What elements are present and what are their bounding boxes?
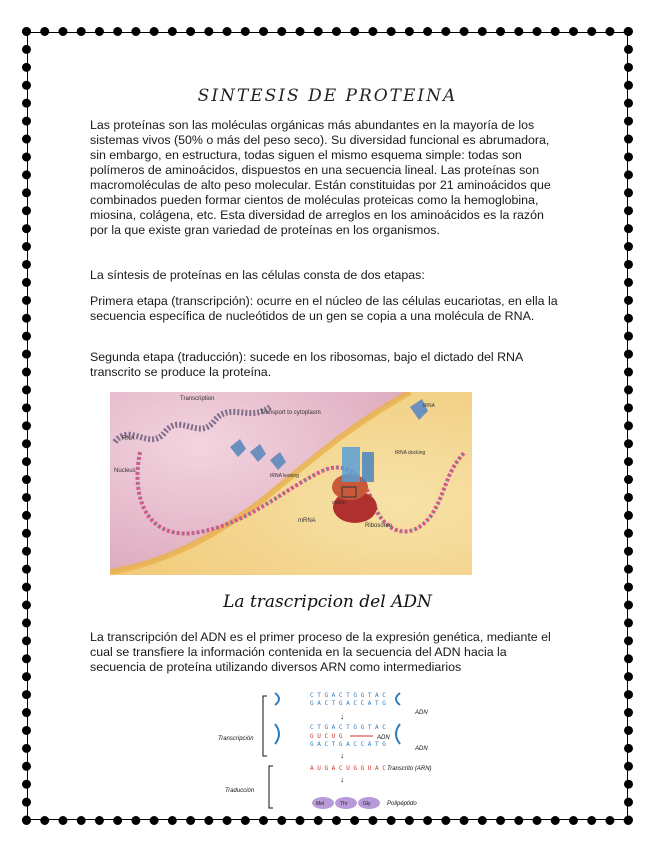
- paragraph-adn: La transcripción del ADN es el primer proceso de la expresión genética, mediante el cual se transfiere la información contenida en la secuencia del ADN hacia la secuencia de proteína utilizando diversos ARN como intermediarios: [90, 630, 551, 674]
- seq-top-2: G A C T G A C C A T G: [310, 700, 386, 707]
- paragraph-stage-two: Segunda etapa (traducción): sucede en los ribosomas, bajo el dictado del RNA transcrito se produce la proteína.: [90, 350, 523, 379]
- amino-acid-3: Gly: [363, 801, 371, 807]
- paragraph-intro: Las proteínas son las moléculas orgánicas más abundantes en la mayoría de los sistemas vivos (50% o más del peso seco). Su diversidad funcional es abrumadora, sin embargo, en estructura, todas siguen el mismo esquema simple: todas son polímeros de aminoácidos, dispuestos en una secuencia lineal. Las proteínas son macromoléculas de alto peso molecular. Están constituidas por 21 aminoácidos que combinados pueden formar cientos de moléculas proteicas como la hemoglobina, miosina, colágena, etc. Esta diversidad de arreglos en los aminoácidos es la razón por la que existe gran variedad de proteínas en los organismos.: [90, 118, 551, 237]
- page-title: SINTESIS DE PROTEINA: [197, 86, 458, 106]
- label-adn-mid: ADN: [377, 735, 390, 741]
- label-ribosome: Ribosome: [365, 523, 393, 529]
- label-transcripcion: Transcripción: [218, 736, 254, 742]
- seq-mid-1: C T G A C T G G T A C: [310, 724, 386, 731]
- label-transport: Transport to cytoplasm: [260, 410, 321, 416]
- seq-top-1: C T G A C T G G T A C: [310, 692, 386, 699]
- seq-rna: A U G A C U G G U A C: [310, 765, 386, 772]
- label-transcrito: Transcrito (ARN): [387, 766, 432, 772]
- label-rna: RNA: [122, 436, 135, 442]
- label-transcription: Transcription: [180, 396, 215, 402]
- arrow-2: ↓: [340, 751, 344, 760]
- section-subtitle: La trascripcion del ADN: [223, 592, 432, 612]
- seq-rna-mid: G U C U G: [310, 733, 343, 740]
- amino-acid-1: Met: [316, 801, 325, 807]
- label-trna-leaving: tRNA leaving: [270, 473, 299, 479]
- amino-acid-2: Thr: [340, 801, 348, 807]
- paragraph-stages: La síntesis de proteínas en las células consta de dos etapas:: [90, 268, 425, 282]
- bracket-transcripcion: [263, 696, 267, 756]
- arrow-3: ↓: [340, 775, 344, 784]
- paragraph-stage-one: Primera etapa (transcripción): ocurre en el núcleo de las células eucariotas, en ella la secuencia específica de nucleótidos de un gen se copia a una molécula de RNA.: [90, 294, 558, 323]
- label-codon: codon: [332, 500, 346, 506]
- label-nucleus: Nucleus: [114, 468, 136, 474]
- arrow-1: ↓: [340, 712, 344, 721]
- bracket-traduccion: [269, 766, 273, 808]
- label-adn-mid2: ADN: [415, 746, 428, 752]
- transcription-diagram: [215, 688, 455, 813]
- label-trna-docking: tRNA docking: [395, 450, 426, 456]
- seq-mid-2: G A C T G A C C A T G: [310, 741, 386, 748]
- label-mrna: mRNA: [298, 518, 316, 524]
- label-polipeptido: Polipéptido: [387, 801, 417, 807]
- protein-synthesis-illustration: [110, 392, 472, 575]
- label-adn-top: ADN: [415, 710, 428, 716]
- label-trna: tRNA: [423, 403, 435, 409]
- label-traduccion: Traducción: [225, 788, 255, 794]
